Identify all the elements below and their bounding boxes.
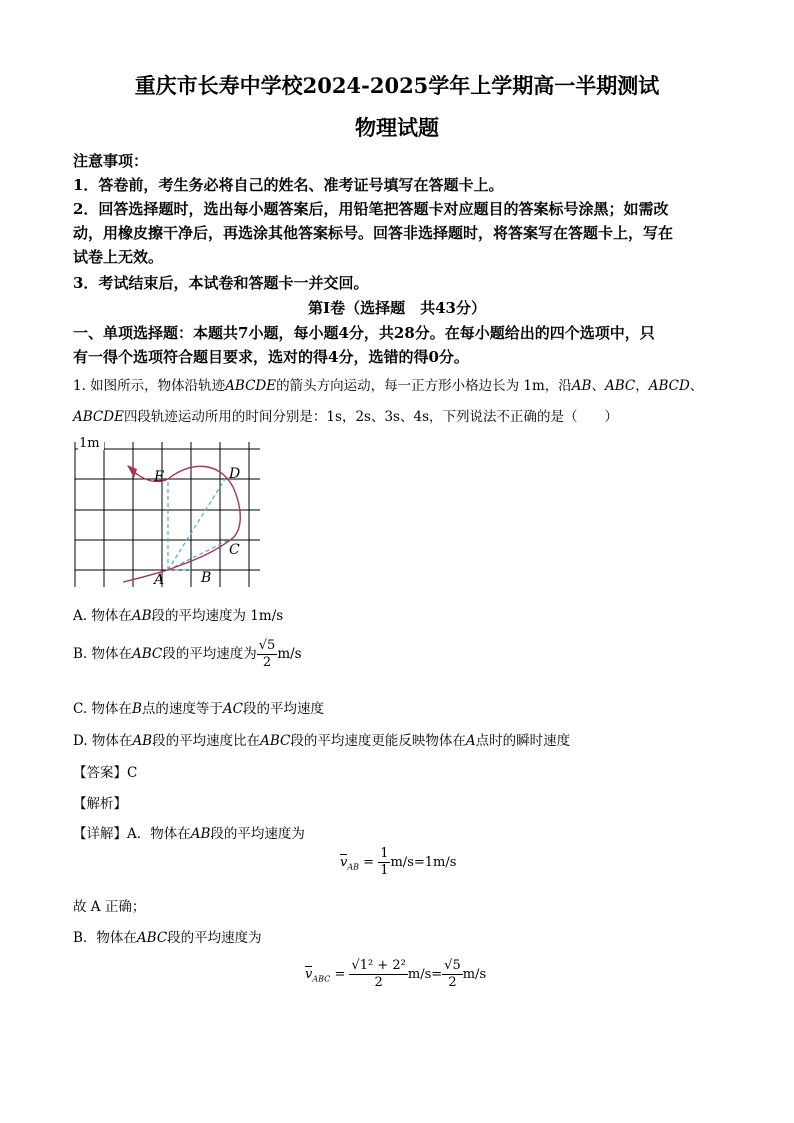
note-item-3: 3．考试结束后，本试卷和答题卡一并交回。 bbox=[73, 274, 369, 292]
unit-label: 1m bbox=[79, 436, 100, 451]
point-label-c: C bbox=[229, 542, 240, 558]
q1-option-c: C. 物体在B点的速度等于AC段的平均速度 bbox=[73, 701, 324, 717]
analysis-label: 【解析】 bbox=[73, 796, 127, 812]
point-label-a: A bbox=[154, 572, 165, 588]
grid-lines bbox=[75, 442, 260, 587]
notes-heading: 注意事项： bbox=[73, 152, 149, 170]
point-label-e: E bbox=[154, 469, 165, 485]
equation-v-abc: $v_{ABC}$ = $\frac{\text{√1² + 2²}}{2}$ m/s= $\frac{√5}{2}$ m/s bbox=[305, 958, 487, 990]
note-item-2-line3: 试卷上无效。 bbox=[73, 248, 164, 266]
q1-option-a: A. 物体在AB段的平均速度为 1m/s bbox=[73, 608, 284, 624]
point-label-d: D bbox=[229, 466, 241, 482]
note-item-2-line2: 动，用橡皮擦干净后，再选涂其他答案标号。回答非选择题时，将答案写在答题卡上，写在 bbox=[73, 224, 674, 242]
section-heading-line2: 有一得个选项符合题目要求，选对的得4分，选错的得0分。 bbox=[73, 348, 469, 366]
conclusion-a: 故 A 正确； bbox=[73, 899, 146, 915]
q1-stem-line1: 1. 如图所示，物体沿轨迹ABCDE的箭头方向运动，每一正方形小格边长为 1m，沿AB、ABC，ABCD、 bbox=[73, 378, 704, 394]
answer-line: 【答案】C bbox=[73, 765, 138, 781]
note-item-2-line1: 2．回答选择题时，选出每小题答案后，用铅笔把答题卡对应题目的答案标号涂黑；如需改 bbox=[73, 200, 669, 218]
detail-a-line: 【详解】A．物体在AB段的平均速度为 bbox=[73, 826, 305, 842]
point-label-b: B bbox=[201, 570, 212, 586]
trajectory-path bbox=[123, 466, 240, 582]
q1-option-d: D. 物体在AB段的平均速度比在ABC段的平均速度更能反映物体在A点时的瞬时速度 bbox=[73, 733, 571, 749]
displacement-dashes bbox=[168, 479, 233, 570]
detail-b-line: B．物体在ABC段的平均速度为 bbox=[73, 930, 262, 946]
page-title: 重庆市长寿中学校2024-2025学年上学期高一半期测试 bbox=[134, 73, 660, 98]
page-subtitle: 物理试题 bbox=[355, 115, 439, 140]
arrow-head-icon bbox=[127, 465, 137, 478]
q1-stem-line2: ABCDE四段轨迹运动所用的时间分别是：1s，2s、3s、4s，下列说法不正确的是（ ） bbox=[73, 409, 619, 425]
q1-option-b: B. 物体在ABC段的平均速度为 $\frac{√5}{2}$ m/s bbox=[73, 638, 302, 670]
part1-title: 第Ⅰ卷（选择题 共43分） bbox=[308, 299, 486, 317]
q1-trajectory-figure bbox=[70, 432, 270, 592]
note-item-1: 1．答卷前，考生务必将自己的姓名、准考证号填写在答题卡上。 bbox=[73, 176, 504, 194]
section-heading-line1: 一、单项选择题：本题共7小题，每小题4分，共28分。在每小题给出的四个选项中，只 bbox=[73, 324, 655, 342]
equation-v-ab: $v_{AB}$ = $\frac{1}{1}$ m/s=1m/s bbox=[340, 846, 457, 878]
